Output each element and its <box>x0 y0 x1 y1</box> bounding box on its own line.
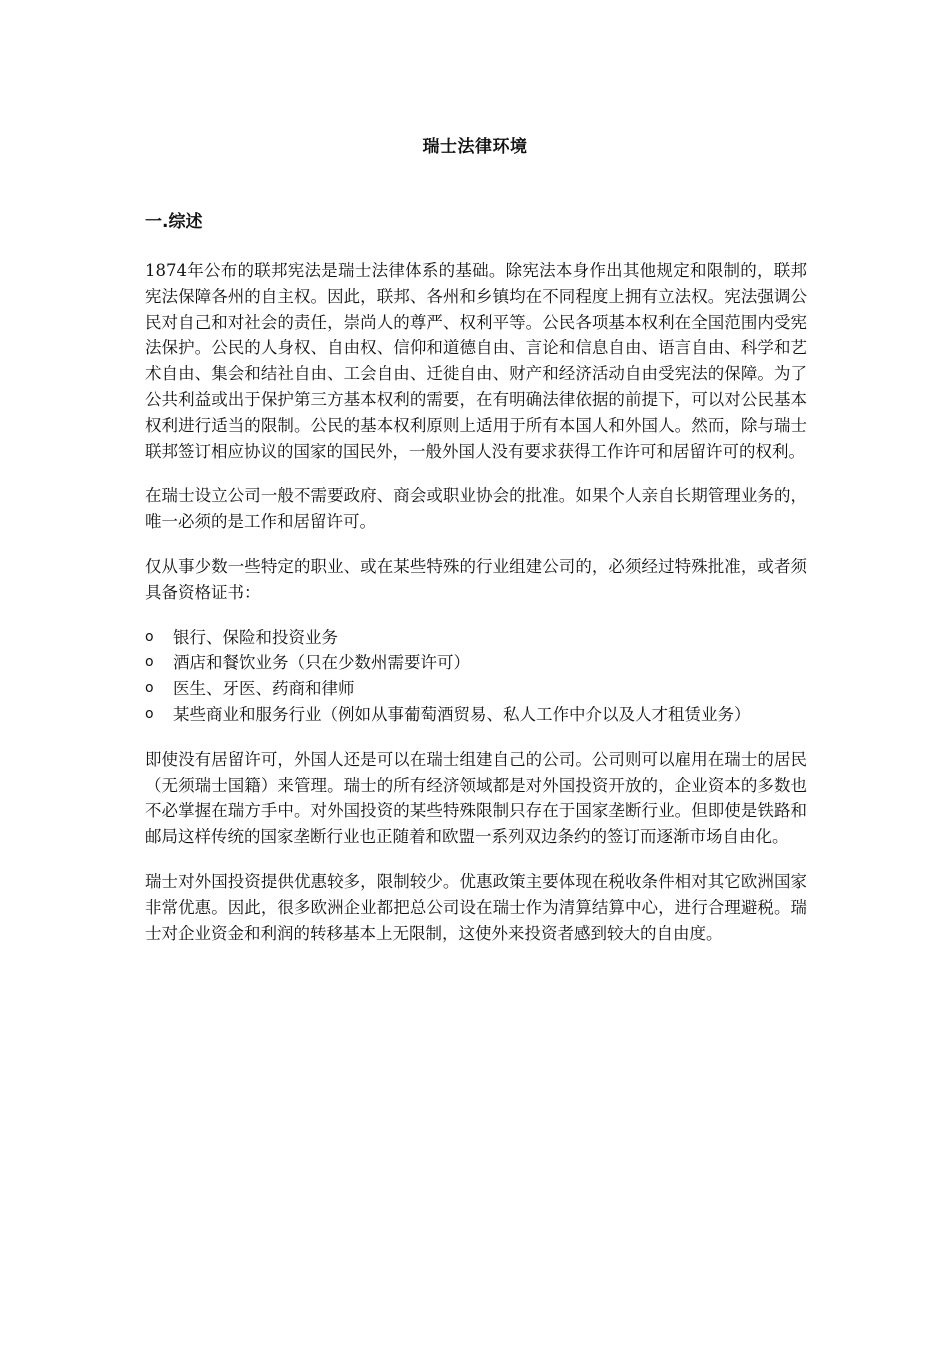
list-item-text: 医生、牙医、药商和律师 <box>173 679 355 699</box>
section-heading: 一.综述 <box>145 212 203 232</box>
document-body <box>145 258 807 965</box>
paragraph-foreign-companies: 即使没有居留许可，外国人还是可以在瑞士组建自己的公司。公司则可以雇用在瑞士的居民（无须瑞士国籍）来管理。瑞士的所有经济领域都是对外国投资开放的，企业资本的多数也不必掌握在瑞方手中。对外国投资的某些特殊限制只存在于国家垄断行业。但即使是铁路和邮局这样传统的国家垄断行业也正随着和欧盟一系列双边条约的签订而逐渐市场自由化。 <box>145 749 807 847</box>
document-title: 瑞士法律环境 <box>422 137 528 157</box>
paragraph-special-approval: 仅从事少数一些特定的职业、或在某些特殊的行业组建公司的，必须经过特殊批准，或者须具备资格证书： <box>145 556 807 602</box>
bullet-circle-icon: o <box>145 628 154 645</box>
list-item-text: 酒店和餐饮业务（只在少数州需要许可） <box>173 653 470 673</box>
paragraph-company-setup: 在瑞士设立公司一般不需要政府、商会或职业协会的批准。如果个人亲自长期管理业务的，唯一必须的是工作和居留许可。 <box>145 486 807 532</box>
list-item <box>145 625 807 651</box>
list-item-text: 银行、保险和投资业务 <box>173 627 338 647</box>
bullet-circle-icon: o <box>145 680 154 697</box>
bullet-circle-icon: o <box>145 705 154 722</box>
list-item-text: 某些商业和服务行业（例如从事葡萄酒贸易、私人工作中介以及人才租赁业务） <box>173 704 751 724</box>
paragraph-investment-incentives: 瑞士对外国投资提供优惠较多，限制较少。优惠政策主要体现在税收条件相对其它欧洲国家非常优惠。因此，很多欧洲企业都把总公司设在瑞士作为清算结算中心，进行合理避税。瑞士对企业资金和利润的转移基本上无限制，这使外来投资者感到较大的自由度。 <box>145 871 807 943</box>
list-item <box>145 650 807 676</box>
list-item <box>145 676 807 702</box>
paragraph-constitution: 1874年公布的联邦宪法是瑞士法律体系的基础。除宪法本身作出其他规定和限制的，联邦宪法保障各州的自主权。因此，联邦、各州和乡镇均在不同程度上拥有立法权。宪法强调公民对自己和对社会的责任，崇尚人的尊严、权利平等。公民各项基本权利在全国范围内受宪法保护。公民的人身权、自由权、信仰和道德自由、言论和信息自由、语言自由、科学和艺术自由、集会和结社自由、工会自由、迁徙自由、财产和经济活动自由受宪法的保障。为了公共利益或出于保护第三方基本权利的需要，在有明确法律依据的前提下，可以对公民基本权利进行适当的限制。公民的基本权利原则上适用于所有本国人和外国人。然而，除与瑞士联邦签订相应协议的国家的国民外，一般外国人没有要求获得工作许可和居留许可的权利。 <box>145 261 807 461</box>
bullet-circle-icon: o <box>145 654 154 671</box>
approval-industries-list <box>145 625 807 728</box>
list-item <box>145 702 807 728</box>
